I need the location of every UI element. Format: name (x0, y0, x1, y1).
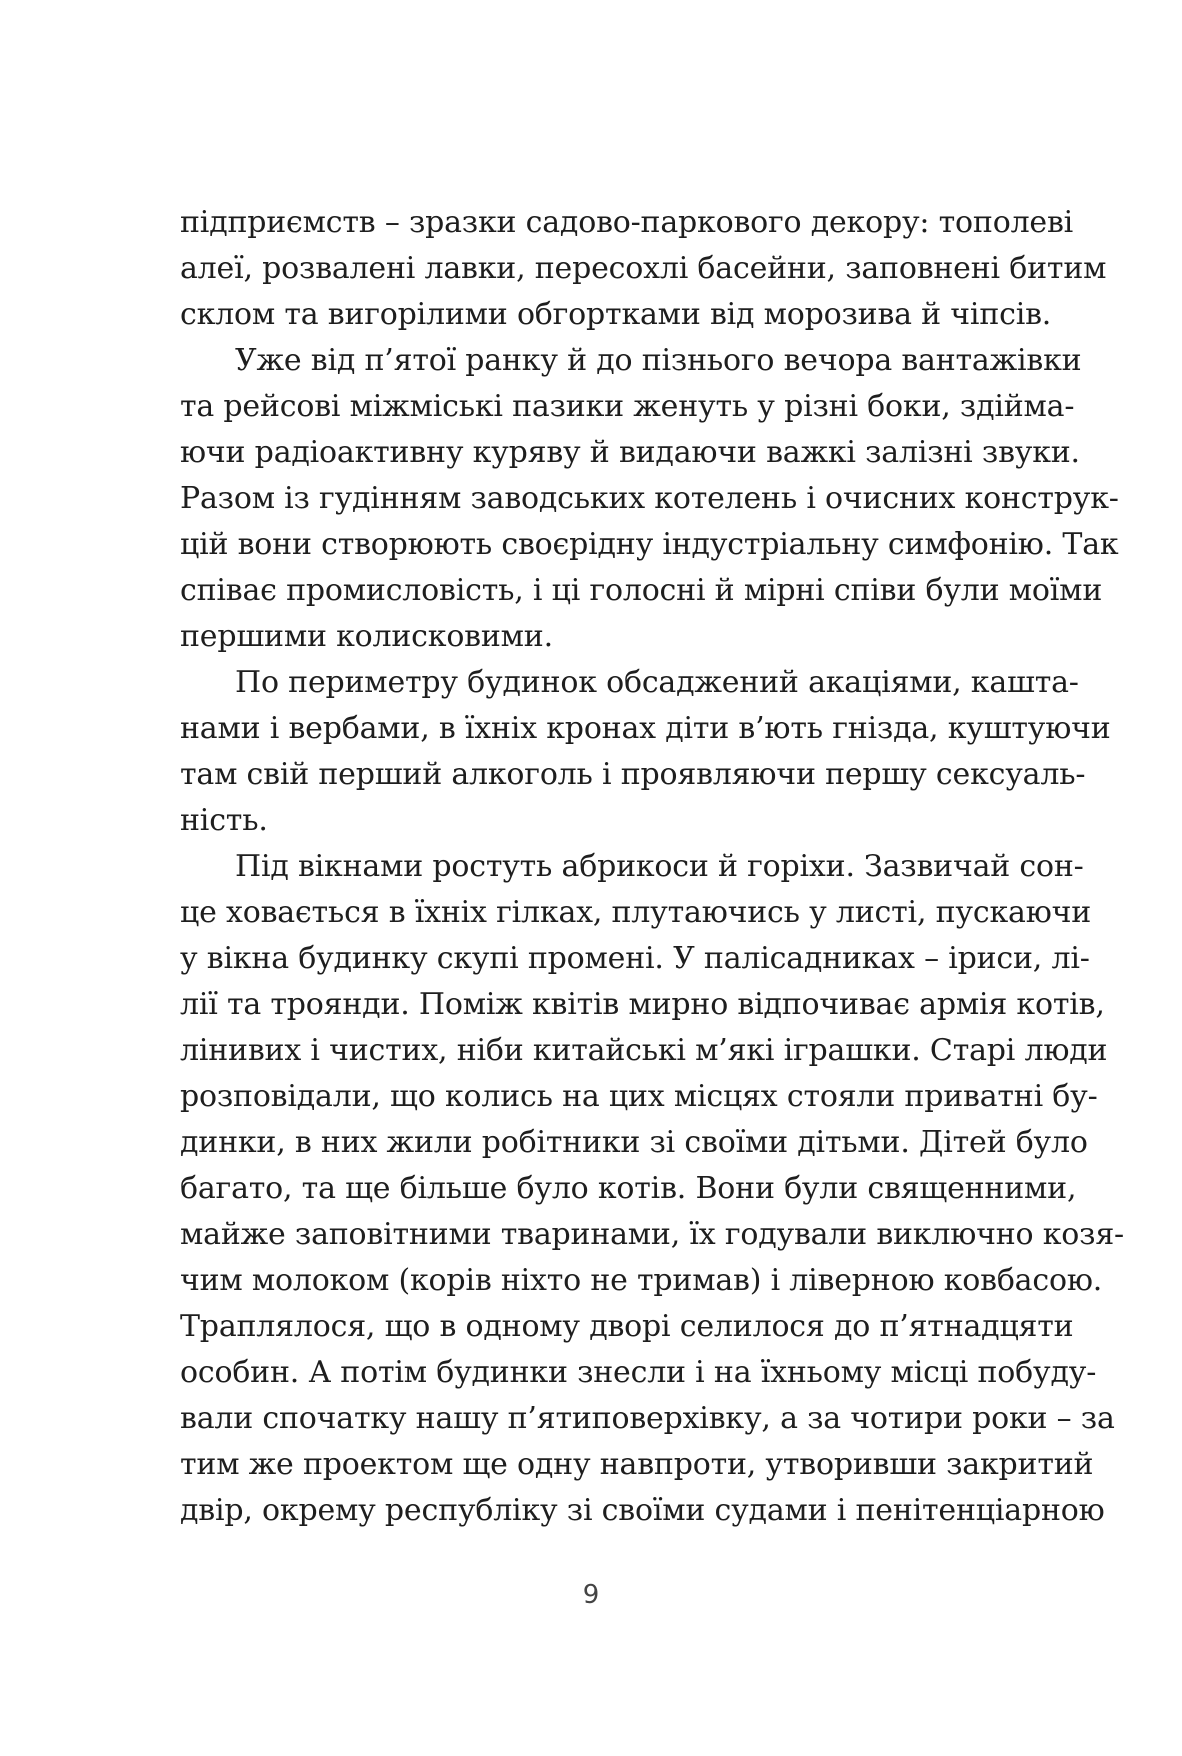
text-line: динки, в них жили робітники зі своїми дітьми. Дітей було (180, 1125, 1088, 1160)
text-line: там свій перший алкоголь і проявляючи першу сексуаль- (180, 757, 1086, 792)
text-line: ючи радіоактивну куряву й видаючи важкі залізні звуки. (180, 435, 1080, 470)
paragraph (180, 660, 1111, 844)
body-text (180, 200, 1124, 1534)
text-line: вали спочатку нашу п’ятиповерхівку, а за чотири роки – за (180, 1401, 1115, 1436)
paragraph (180, 338, 1119, 660)
paragraph (180, 200, 1107, 338)
text-line: розповідали, що колись на цих місцях стояли приватні бу- (180, 1079, 1098, 1114)
text-line: Уже від п’ятої ранку й до пізнього вечора вантажівки (235, 343, 1082, 378)
text-line: По периметру будинок обсаджений акаціями, кашта- (235, 665, 1079, 700)
text-line: чим молоком (корів ніхто не тримав) і ліверною ковбасою. (180, 1263, 1103, 1298)
text-line: особин. А потім будинки знесли і на їхньому місці побуду- (180, 1355, 1097, 1390)
text-line: Разом із гудінням заводських котелень і очисних конструк- (180, 481, 1119, 516)
text-line: нами і вербами, в їхніх кронах діти в’ють гнізда, куштуючи (180, 711, 1111, 746)
text-line: багато, та ще більше було котів. Вони були священними, (180, 1171, 1077, 1206)
text-line: підприємств – зразки садово-паркового декору: тополеві (180, 205, 1074, 240)
text-line: цій вони створюють своєрідну індустріальну симфонію. Так (180, 527, 1119, 562)
text-line: у вікна будинку скупі промені. У палісадниках – іриси, лі- (180, 941, 1090, 976)
text-line: Траплялося, що в одному дворі селилося до п’ятнадцяти (180, 1309, 1074, 1344)
text-line: це ховається в їхніх гілках, плутаючись у листі, пускаючи (180, 895, 1092, 930)
page-number: 9 (582, 1580, 600, 1610)
paragraph (180, 844, 1124, 1534)
text-line: першими колисковими. (180, 619, 553, 654)
text-line: Під вікнами ростуть абрикоси й горіхи. Зазвичай сон- (235, 849, 1084, 884)
text-line: тим же проектом ще одну навпроти, утворивши закритий (180, 1447, 1094, 1482)
text-line: ність. (180, 803, 268, 838)
text-line: лінивих і чистих, ніби китайські м’які іграшки. Старі люди (180, 1033, 1108, 1068)
text-line: двір, окрему республіку зі своїми судами і пенітенціарною (180, 1493, 1105, 1528)
text-line: алеї, розвалені лавки, пересохлі басейни, заповнені битим (180, 251, 1107, 286)
text-line: співає промисловість, і ці голосні й мірні співи були моїми (180, 573, 1103, 608)
text-line: та рейсові міжміські пазики женуть у різні боки, здійма- (180, 389, 1075, 424)
text-line: лії та троянди. Поміж квітів мирно відпочиває армія котів, (180, 987, 1105, 1022)
text-line: склом та вигорілими обгортками від морозива й чіпсів. (180, 297, 1052, 332)
text-line: майже заповітними тваринами, їх годували виключно козя- (180, 1217, 1124, 1252)
